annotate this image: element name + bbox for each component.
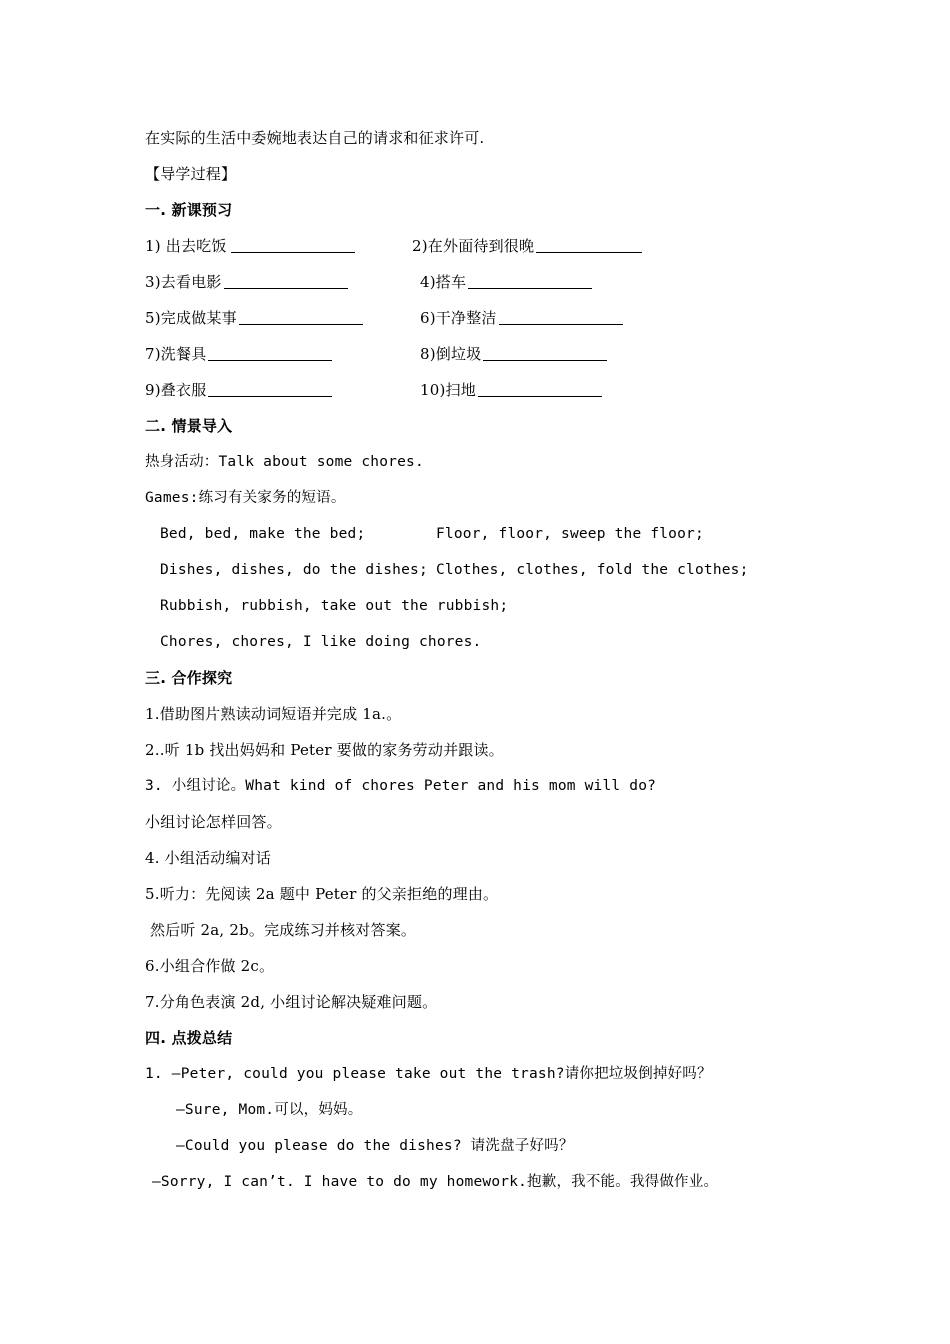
activity-line: 小组讨论怎样回答。 (145, 813, 282, 831)
dialogue-line: —Could you please do the dishes? 请洗盘子好吗？ (176, 1138, 574, 1154)
chant-line: Floor, floor, sweep the floor; (436, 526, 704, 542)
games-line: Games:练习有关家务的短语。 (145, 490, 346, 506)
chant-line: Bed, bed, make the bed; (160, 526, 366, 542)
chant-line: Chores, chores, I like doing chores. (160, 634, 482, 650)
section2-title: 二. 情景导入 (145, 417, 233, 435)
activity-line: 5.听力：先阅读 2a 题中 Peter 的父亲拒绝的理由。 (145, 885, 499, 903)
intro-text: 在实际的生活中委婉地表达自己的请求和征求许可. (145, 129, 485, 147)
vocab-item: 3)去看电影 (145, 272, 348, 292)
section1-title: 一. 新课预习 (145, 201, 233, 219)
activity-line: 7.分角色表演 2d, 小组讨论解决疑难问题。 (145, 993, 438, 1011)
chant-line: Rubbish, rubbish, take out the rubbish; (160, 598, 509, 614)
section3-title: 三. 合作探究 (145, 669, 233, 687)
chant-line: Clothes, clothes, fold the clothes; (436, 562, 749, 578)
activity-line: 3. 小组讨论。What kind of chores Peter and his mom will do? (145, 778, 657, 794)
vocab-item: 7)洗餐具 (145, 344, 332, 364)
dialogue-line: 1. —Peter, could you please take out the trash?请你把垃圾倒掉好吗？ (145, 1066, 712, 1082)
chant-line: Dishes, dishes, do the dishes; (160, 562, 428, 578)
vocab-item: 2)在外面待到很晚 (412, 236, 642, 256)
dialogue-line: —Sure, Mom.可以，妈妈。 (176, 1102, 363, 1118)
activity-line: 然后听 2a, 2b。完成练习并核对答案。 (145, 921, 417, 939)
vocab-item: 5)完成做某事 (145, 308, 363, 328)
vocab-item: 10)扫地 (420, 380, 602, 400)
dialogue-line: —Sorry, I can’t. I have to do my homework.抱歉，我不能。我得做作业。 (152, 1174, 719, 1190)
warmup-line: 热身活动：Talk about some chores. (145, 454, 424, 470)
guide-header: 【导学过程】 (145, 165, 237, 183)
vocab-item: 8)倒垃圾 (420, 344, 607, 364)
activity-line: 6.小组合作做 2c。 (145, 957, 275, 975)
activity-line: 1.借助图片熟读动词短语并完成 1a.。 (145, 705, 402, 723)
vocab-item: 1) 出去吃饭 (145, 236, 355, 256)
vocab-item: 4)搭车 (420, 272, 592, 292)
activity-line: 4. 小组活动编对话 (145, 849, 272, 867)
vocab-item: 6)干净整洁 (420, 308, 623, 328)
section4-title: 四. 点拨总结 (145, 1029, 233, 1047)
activity-line: 2..听 1b 找出妈妈和 Peter 要做的家务劳动并跟读。 (145, 741, 504, 759)
vocab-item: 9)叠衣服 (145, 380, 332, 400)
